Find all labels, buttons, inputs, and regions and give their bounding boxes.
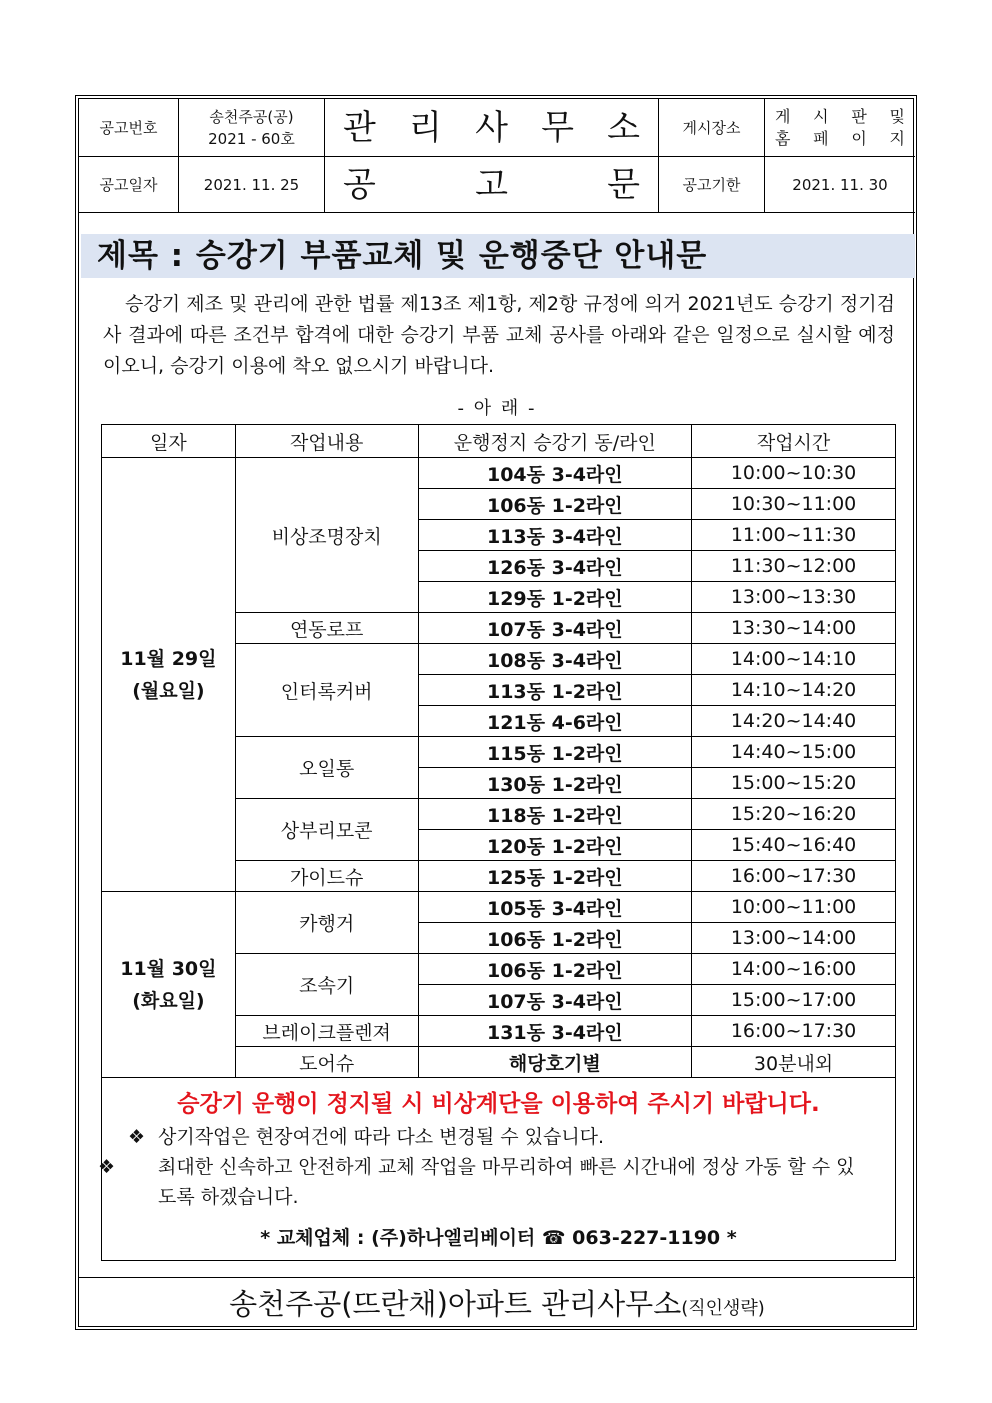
notice-date: 2021. 11. 25 [179, 157, 325, 213]
time-cell: 30분내외 [692, 1047, 896, 1078]
day2-date: 11월 30일 [120, 957, 217, 980]
time-cell: 15:40~16:40 [692, 830, 896, 861]
line-cell: 105동 3-4라인 [418, 892, 692, 923]
work-cell: 가이드슈 [235, 861, 418, 892]
time-cell: 16:00~17:30 [692, 861, 896, 892]
work-cell: 연동로프 [235, 613, 418, 644]
diamond-bullet-icon: ❖ [128, 1126, 146, 1148]
notice-document [75, 95, 917, 1330]
bullet-text: 상기작업은 현장여건에 따라 다소 변경될 수 있습니다. [158, 1126, 605, 1148]
time-cell: 13:00~13:30 [692, 582, 896, 613]
bullet-item-2 [98, 1152, 868, 1212]
time-cell: 14:10~14:20 [692, 675, 896, 706]
work-cell: 카행거 [235, 892, 418, 954]
header-grid [79, 99, 915, 212]
post-place-line1 [765, 106, 915, 128]
time-cell: 10:30~11:00 [692, 489, 896, 520]
line-cell: 130동 1-2라인 [418, 768, 692, 799]
post-place-line1-char: 시 [813, 106, 829, 126]
post-place [765, 99, 915, 157]
title-line1-char: 관 [343, 107, 376, 148]
notice-number-line2: 2021 - 60호 [208, 129, 295, 148]
post-place-line1-char: 게 [775, 106, 791, 126]
post-place-label: 게시장소 [659, 99, 765, 157]
line-cell: 118동 1-2라인 [418, 799, 692, 830]
bullet-text: 최대한 신속하고 안전하게 교체 작업을 마무리하여 빠른 시간내에 정상 가동 할 수 있도록 하겠습니다. [158, 1156, 855, 1208]
time-cell: 10:00~11:00 [692, 892, 896, 923]
work-cell: 비상조명장치 [235, 458, 418, 613]
time-cell: 10:00~10:30 [692, 458, 896, 489]
title-line1-char: 사 [475, 107, 508, 148]
time-cell: 14:00~14:10 [692, 644, 896, 675]
title-line1-char: 소 [607, 107, 640, 148]
line-cell: 125동 1-2라인 [418, 861, 692, 892]
post-place-line1-char: 및 [889, 106, 905, 126]
line-cell: 115동 1-2라인 [418, 737, 692, 768]
document-frame [78, 98, 914, 1327]
line-cell: 104동 3-4라인 [418, 458, 692, 489]
time-cell: 14:00~16:00 [692, 954, 896, 985]
line-cell: 129동 1-2라인 [418, 582, 692, 613]
time-cell: 11:30~12:00 [692, 551, 896, 582]
post-place-line2-char: 지 [889, 128, 905, 148]
work-cell: 인터록커버 [235, 644, 418, 737]
diamond-bullet-icon: ❖ [98, 1156, 116, 1178]
line-cell: 106동 1-2라인 [418, 489, 692, 520]
time-cell: 15:00~15:20 [692, 768, 896, 799]
line-cell: 113동 3-4라인 [418, 520, 692, 551]
bullet-item-1 [128, 1122, 868, 1152]
day2-weekday: (화요일) [132, 989, 205, 1012]
time-cell: 14:20~14:40 [692, 706, 896, 737]
work-cell: 오일통 [235, 737, 418, 799]
post-place-line2-char: 홈 [775, 128, 791, 148]
col-header-work: 작업내용 [235, 425, 418, 458]
line-cell: 106동 1-2라인 [418, 923, 692, 954]
day1-weekday: (월요일) [132, 679, 205, 702]
day-cell-2 [102, 892, 236, 1078]
title-line2-char: 문 [607, 164, 640, 205]
title-line1-char: 리 [409, 107, 442, 148]
seal-note: (직인생략) [681, 1298, 765, 1319]
day-cell-1 [102, 458, 236, 892]
table-row [102, 458, 896, 489]
contractor-info: * 교체업체 : (주)하나엘리베이터 ☎ 063-227-1190 * [260, 1227, 737, 1249]
table-header-row [102, 425, 896, 458]
col-header-line: 운행정지 승강기 동/라인 [418, 425, 692, 458]
line-cell: 121동 4-6라인 [418, 706, 692, 737]
schedule-table [101, 424, 896, 1078]
time-cell: 16:00~17:30 [692, 1016, 896, 1047]
col-header-date: 일자 [102, 425, 236, 458]
time-cell: 13:00~14:00 [692, 923, 896, 954]
line-cell: 126동 3-4라인 [418, 551, 692, 582]
line-cell: 106동 1-2라인 [418, 954, 692, 985]
post-place-line2-char: 페 [813, 128, 829, 148]
line-cell: 107동 3-4라인 [418, 613, 692, 644]
post-place-line2-char: 이 [851, 128, 867, 148]
time-cell: 13:30~14:00 [692, 613, 896, 644]
title-line2-char: 고 [475, 164, 508, 205]
time-cell: 15:20~16:20 [692, 799, 896, 830]
deadline-label: 공고기한 [659, 157, 765, 213]
intro-paragraph: 승강기 제조 및 관리에 관한 법률 제13조 제1항, 제2항 규정에 의거 2021년도 승강기 정기검사 결과에 따른 조건부 합격에 대한 승강기 부품 교체 공사를 아래와 같은 일정으로 실시할 예정이오니, 승강기 이용에 착오 없으시기 바랍니다. [103, 293, 895, 377]
footer-office [79, 1277, 915, 1331]
work-cell: 조속기 [235, 954, 418, 1016]
below-label: - 아 래 - [457, 398, 537, 419]
line-cell: 120동 1-2라인 [418, 830, 692, 861]
post-place-line1-char: 판 [851, 106, 867, 126]
warning-text: 승강기 운행이 정지될 시 비상계단을 이용하여 주시기 바랍니다. [177, 1091, 820, 1117]
title-line2-chars [325, 164, 658, 205]
notice-box [98, 1077, 896, 1261]
deadline: 2021. 11. 30 [765, 157, 915, 213]
title-line2 [325, 157, 659, 213]
title-line1-char: 무 [541, 107, 574, 148]
work-cell: 브레이크플렌져 [235, 1016, 418, 1047]
notice-number-line1: 송천주공(공) [209, 107, 294, 126]
title-line1 [325, 99, 659, 157]
line-cell: 108동 3-4라인 [418, 644, 692, 675]
col-header-time: 작업시간 [692, 425, 896, 458]
work-cell: 도어슈 [235, 1047, 418, 1078]
time-cell: 15:00~17:00 [692, 985, 896, 1016]
time-cell: 14:40~15:00 [692, 737, 896, 768]
subject-heading: 제목 : 승강기 부품교체 및 운행중단 안내문 [81, 234, 915, 278]
title-line2-char: 공 [343, 164, 376, 205]
office-name: 송천주공(뜨란채)아파트 관리사무소 [229, 1287, 682, 1321]
title-line1-chars [325, 107, 658, 148]
line-cell: 131동 3-4라인 [418, 1016, 692, 1047]
time-cell: 11:00~11:30 [692, 520, 896, 551]
line-cell: 해당호기별 [418, 1047, 692, 1078]
notice-number-label: 공고번호 [79, 99, 179, 157]
notice-date-label: 공고일자 [79, 157, 179, 213]
notice-number [179, 99, 325, 157]
line-cell: 107동 3-4라인 [418, 985, 692, 1016]
line-cell: 113동 1-2라인 [418, 675, 692, 706]
work-cell: 상부리모콘 [235, 799, 418, 861]
post-place-line2 [765, 128, 915, 150]
table-row [102, 892, 896, 923]
day1-date: 11월 29일 [120, 647, 217, 670]
